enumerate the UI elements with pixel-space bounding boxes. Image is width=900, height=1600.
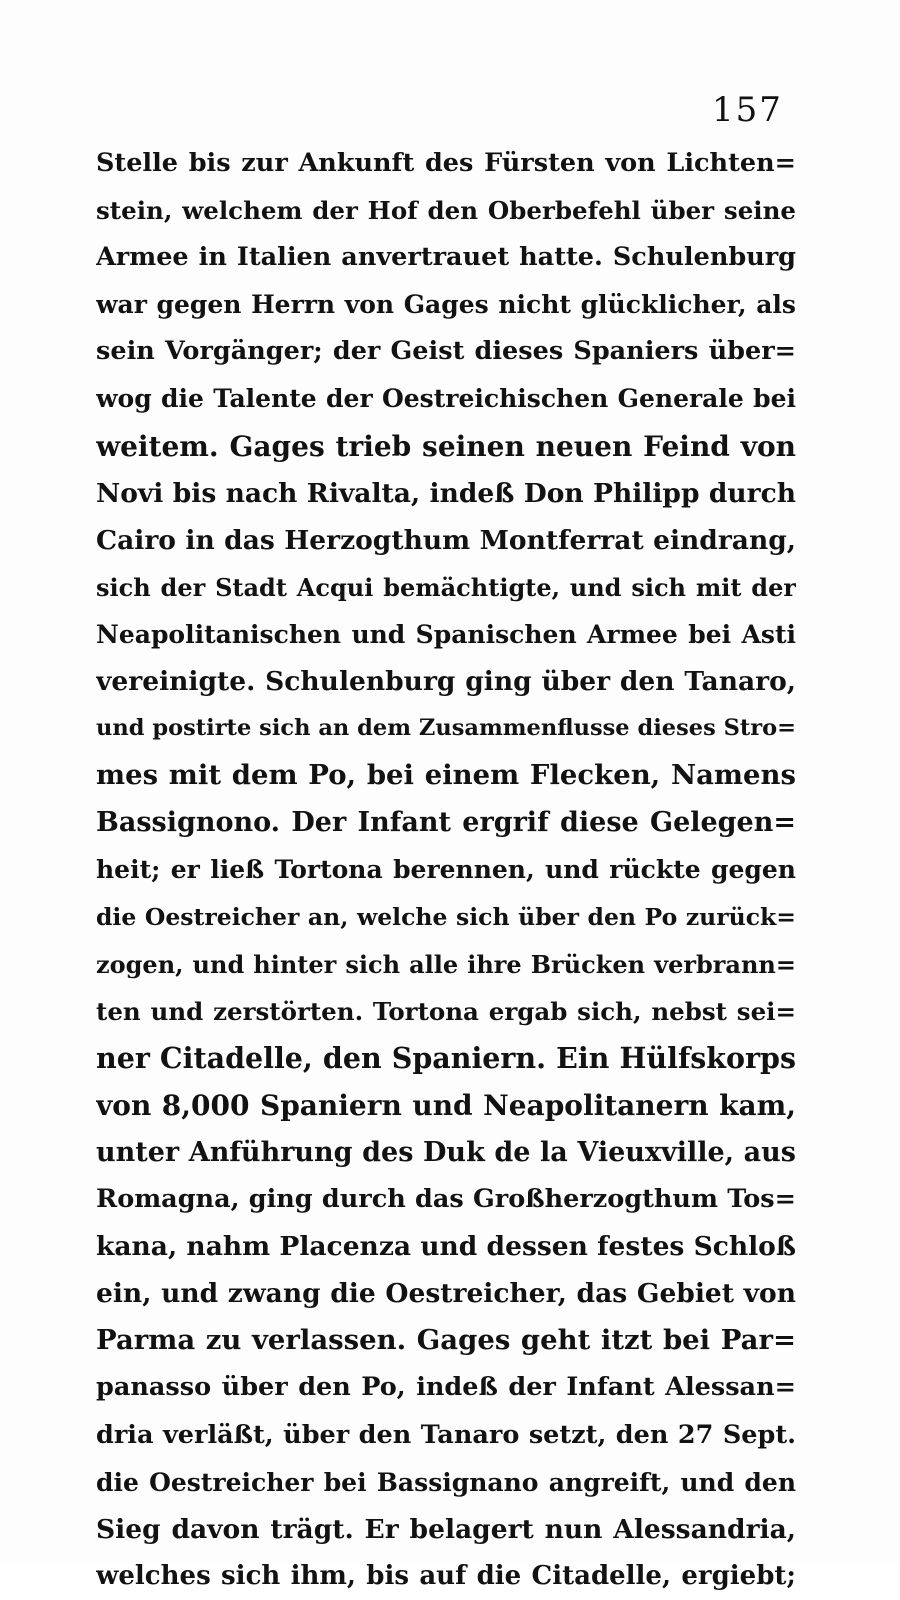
text-line: Novi bis nach Rivalta, indeß Don Philipp durch [96,477,796,509]
text-line: Cairo in das Herzogthum Montferrat eindrang, [96,524,796,556]
text-line: unter Anführung des Duk de la Vieuxville, aus [96,1136,796,1168]
text-line: panasso über den Po, indeß der Infant Alessan= [96,1372,796,1403]
body-text [96,140,796,1600]
text-line: heit; er ließ Tortona berennen, und rückte gegen [96,855,796,885]
text-line: Armee in Italien anvertrauet hatte. Schulenburg [96,242,796,273]
text-line: mes mit dem Po, bei einem Flecken, Namens [96,759,796,792]
text-line: sich der Stadt Acqui bemächtigte, und sich mit der [96,572,796,602]
text-line: die Oestreicher an, welche sich über den Po zurück= [96,902,796,931]
text-line: vereinigte. Schulenburg ging über den Tanaro, [96,666,796,698]
text-line: ein, und zwang die Oestreicher, das Gebiet von [96,1278,796,1310]
text-line: welches sich ihm, bis auf die Citadelle, ergiebt; [96,1560,796,1591]
text-line: zogen, und hinter sich alle ihre Brücken verbrann= [96,949,796,979]
text-line: kana, nahm Placenza und dessen festes Schloß [96,1231,796,1263]
text-line: stein, welchem der Hof den Oberbefehl über seine [96,196,796,226]
text-line: sein Vorgänger; der Geist dieses Spaniers über= [96,336,796,367]
text-line: die Oestreicher bei Bassignano angreift, und den [96,1467,796,1497]
text-line: dria verläßt, über den Tanaro setzt, den 27 Sept. [96,1419,796,1450]
text-line: ner Citadelle, den Spaniern. Ein Hülfskorps [96,1040,796,1075]
text-line: Bassignono. Der Infant ergrif diese Gelegen= [96,807,796,839]
page-number: 157 [712,90,783,130]
text-line: Neapolitanischen und Spanischen Armee bei Asti [96,619,796,649]
text-line: weitem. Gages trieb seinen neuen Feind von [96,429,796,463]
text-line: ten und zerstörten. Tortona ergab sich, nebst sei= [96,996,796,1026]
text-line: Romagna, ging durch das Großherzogthum Tos= [96,1184,796,1215]
text-line: Sieg davon trägt. Er belagert nun Alessandria, [96,1513,796,1545]
text-line: Parma zu verlassen. Gages geht itzt bei Par= [96,1324,796,1357]
text-line: wog die Talente der Oestreichischen Generale bei [96,384,796,414]
text-line: Stelle bis zur Ankunft des Fürsten von Lichten= [96,148,796,178]
text-line: von 8,000 Spaniern und Neapolitanern kam, [96,1088,796,1122]
text-line: war gegen Herrn von Gages nicht glücklicher, als [96,290,796,320]
text-line: und postirte sich an dem Zusammenflusse dieses Stro= [96,715,796,742]
